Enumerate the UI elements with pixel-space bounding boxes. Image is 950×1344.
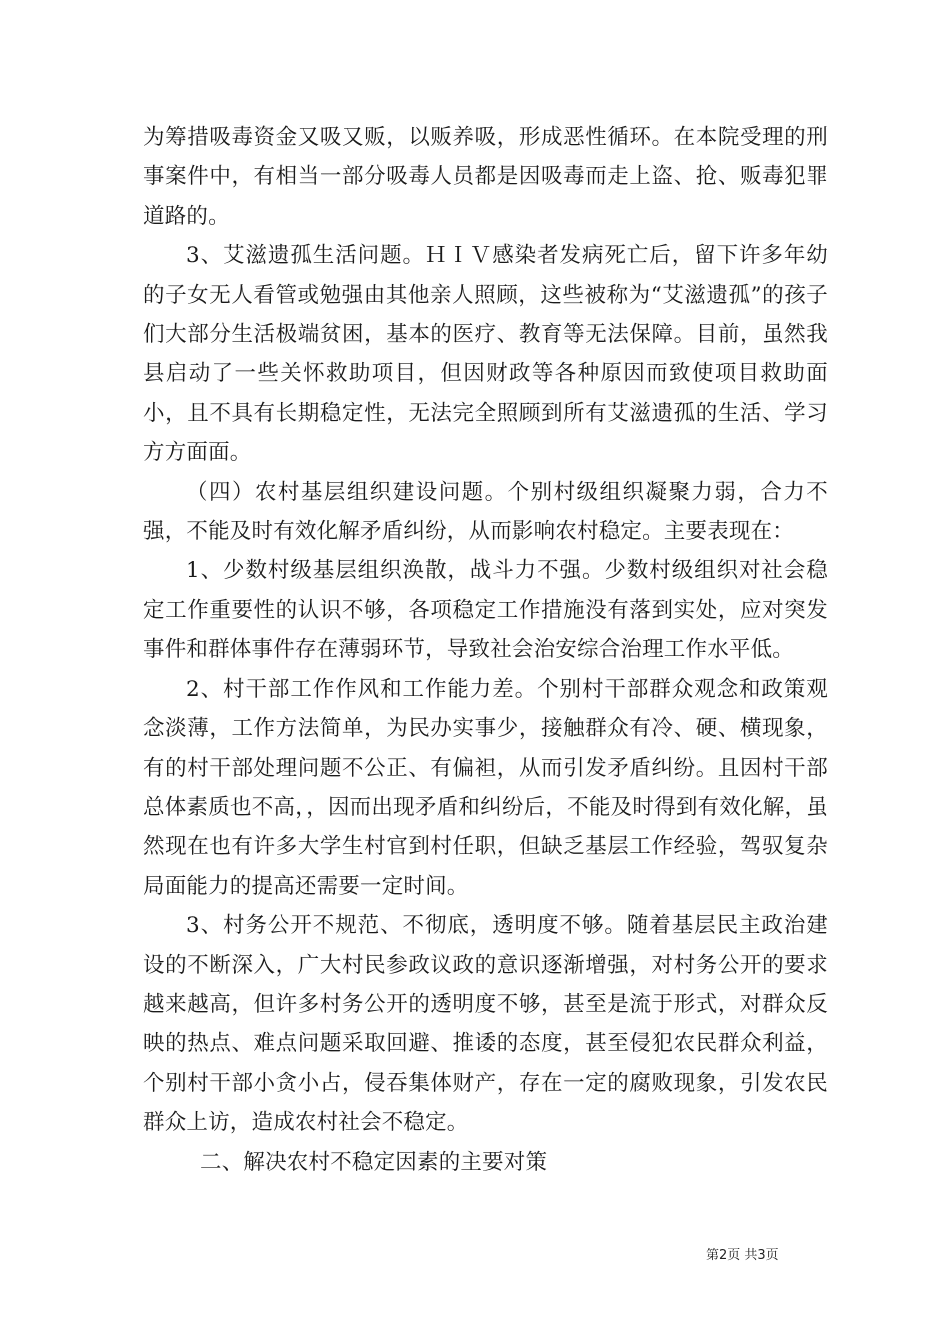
paragraph-continuation: 为筹措吸毒资金又吸又贩，以贩养吸，形成恶性循环。在本院受理的刑事案件中，有相当一部分吸毒人员都是因吸毒而走上盗、抢、贩毒犯罪道路的。	[143, 125, 828, 229]
document-body	[143, 118, 828, 1182]
paragraph-item-3: 3、村务公开不规范、不彻底，透明度不够。随着基层民主政治建设的不断深入，广大村民参政议政的意识逐渐增强，对村务公开的要求越来越高，但许多村务公开的透明度不够，甚至是流于形式，对群众反映的热点、难点问题采取回避、推诿的态度，甚至侵犯农民群众利益，个别村干部小贪小占，侵吞集体财产，存在一定的腐败现象，引发农民群众上访，造成农村社会不稳定。	[143, 913, 828, 1136]
paragraph-item-1: 1、少数村级基层组织涣散，战斗力不强。少数村级组织对社会稳定工作重要性的认识不够，各项稳定工作措施没有落到实处，应对突发事件和群体事件存在薄弱环节，导致社会治安综合治理工作水平低。	[143, 558, 828, 663]
paragraph-section-four: （四）农村基层组织建设问题。个别村级组织凝聚力弱，合力不强，不能及时有效化解矛盾纠纷，从而影响农村稳定。主要表现在：	[143, 479, 828, 545]
section-heading: 二、解决农村不稳定因素的主要对策	[200, 1149, 548, 1175]
paragraph-item-2: 2、村干部工作作风和工作能力差。个别村干部群众观念和政策观念淡薄，工作方法简单，为民办实事少，接触群众有冷、硬、横现象，有的村干部处理问题不公正、有偏袒，从而引发矛盾纠纷。且因村干部总体素质也不高，，因而出现矛盾和纠纷后，不能及时得到有效化解，虽然现在也有许多大学生村官到村任职，但缺乏基层工作经验，驾驭复杂局面能力的提高还需要一定时间。	[143, 676, 828, 899]
paragraph-aids-orphans: 3、艾滋遗孤生活问题。ＨＩＶ感染者发病死亡后，留下许多年幼的子女无人看管或勉强由其他亲人照顾，这些被称为“艾滋遗孤”的孩子们大部分生活极端贫困，基本的医疗、教育等无法保障。目前，虽然我县启动了一些关怀救助项目，但因财政等各种原因而致使项目救助面小，且不具有长期稳定性，无法完全照顾到所有艾滋遗孤的生活、学习方方面面。	[143, 243, 828, 466]
page-number: 第2页 共3页	[706, 1248, 779, 1263]
